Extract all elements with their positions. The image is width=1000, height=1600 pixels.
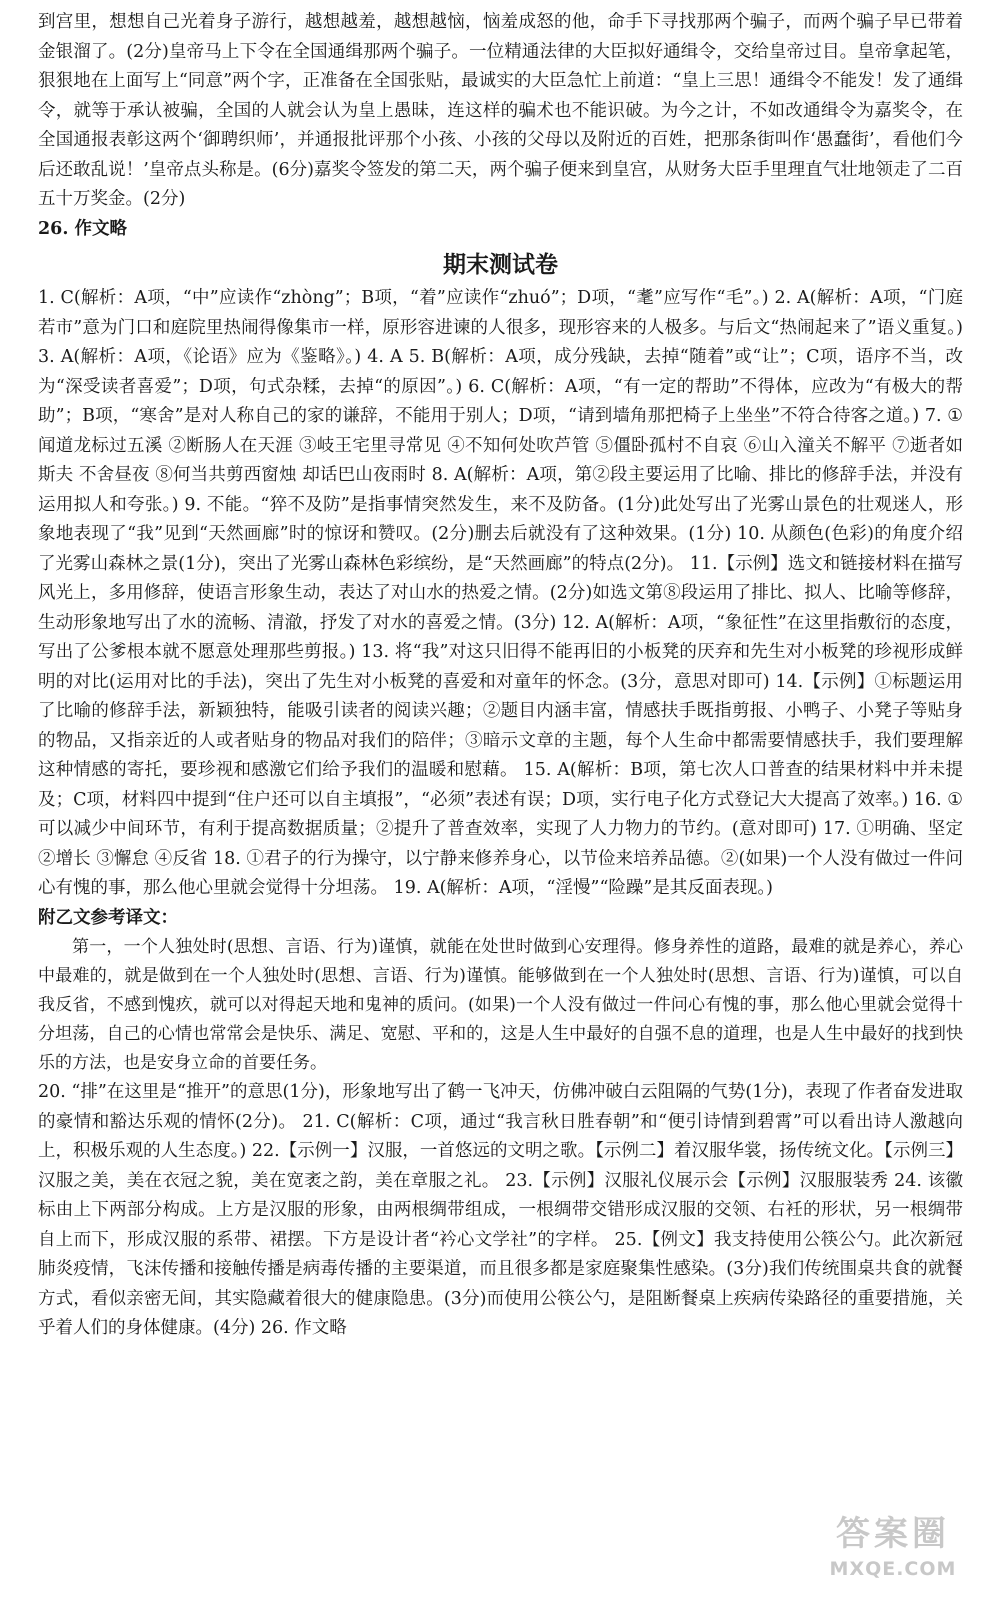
- answers-20-26: 20. “排”在这里是“推开”的意思(1分)，形象地写出了鹤一飞冲天，仿佛冲破白云阻隔的气势(1分)，表现了作者奋发进取的豪情和豁达乐观的情怀(2分)。 21. C(解析：C项，通过“我言秋日胜春朝”和“便引诗情到碧霄”可以看出诗人激越向上，积极乐观的人生态度。) 22.【示例一】汉服，一首悠远的文明之歌。【示例二】着汉服华裳，扬传统文化。【示例三】汉服之美，美在衣冠之貌，美在宽袤之韵，美在章服之礼。 23.【示例】汉服礼仪展示会【示例】汉服服装秀 24. 该徽标由上下两部分构成。上方是汉服的形象，由两根绸带组成，一根绸带交错形成汉服的交领、右衽的形状，另一根绸带自上而下，形成汉服的系带、裙摆。下方是设计者“衿心文学社”的字样。 25.【例文】我支持使用公筷公勺。此次新冠肺炎疫情，飞沫传播和接触传播是病毒传播的主要渠道，而且很多都是家庭聚集性感染。(3分)我们传统围桌共食的就餐方式，看似亲密无间，其实隐藏着很大的健康隐患。(3分)而使用公筷公勺，是阻断餐桌上疾病传染路径的重要措施，关乎着人们的身体健康。(4分) 26. 作文略: [38, 1082, 963, 1338]
- watermark-site: MXQE.COM: [829, 1558, 957, 1580]
- watermark-logo: 答案圈: [836, 1514, 950, 1554]
- translation-section: [38, 933, 963, 1078]
- previous-answer-text: 到宫里，想想自己光着身子游行，越想越羞，越想越恼，恼羞成怒的他，命手下寻找那两个骗子，而两个骗子早已带着金银溜了。(2分)皇帝马上下令在全国通缉那两个骗子。一位精通法律的大臣拟好通缉令，交给皇帝过目。皇帝拿起笔，狠狠地在上面写上“同意”两个字，正准备在全国张贴，最诚实的大臣急忙上前道：“皇上三思！通缉令不能发！发了通缉令，就等于承认被骗，全国的人就会认为皇上愚昧，连这样的骗术也不能识破。为今之计，不如改通缉令为嘉奖令，在全国通报表彰这两个‘御聘织师’，并通报批评那个小孩、小孩的父母以及附近的百姓，把那条街叫作‘愚蠢街’，看他们今后还敢乱说！’皇帝点头称是。(6分)嘉奖令签发的第二天，两个骗子便来到皇宫，从财务大臣手里理直气壮地领走了二百五十万奖金。(2分): [38, 12, 963, 209]
- site-watermark: [808, 1512, 978, 1590]
- exam-title: 期末测试卷: [443, 252, 558, 278]
- translation-heading: 附乙文参考译文：: [38, 907, 178, 928]
- translation-body: 第一，一个人独处时(思想、言语、行为)谨慎，就能在处世时做到心安理得。修身养性的道路，最难的就是养心，养心中最难的，就是做到在一个人独处时(思想、言语、行为)谨慎。能够做到在一个人独处时(思想、言语、行为)谨慎，可以自我反省，不感到愧疚，就可以对得起天地和鬼神的质问。(如果)一个人没有做过一件问心有愧的事，那么他心里就会觉得十分坦荡，自己的心情也常常会是快乐、满足、宽慰、平和的，这是人生中最好的自强不息的道理，也是人生中最好的找到快乐的方法，也是安身立命的首要任务。: [38, 937, 963, 1073]
- answer-26-previous: 26. 作文略: [38, 218, 128, 239]
- answers-1-19: 1. C(解析：A项，“中”应读作“zhòng”；B项，“着”应读作“zhuó”；D项，“耄”应写作“毛”。) 2. A(解析：A项，“门庭若市”意为门口和庭院里热闹得像集市一样，原形容进谏的人很多，现形容来的人极多。与后文“热闹起来了”语义重复。) 3. A(解析：A项，《论语》应为《鉴略》。) 4. A 5. B(解析：A项，成分残缺，去掉“随着”或“让”；C项，语序不当，改为“深受读者喜爱”；D项，句式杂糅，去掉“的原因”。) 6. C(解析：A项，“有一定的帮助”不得体，应改为“有极大的帮助”；B项，“寒舍”是对人称自己的家的谦辞，不能用于别人；D项，“请到墙角那把椅子上坐坐”不符合待客之道。) 7. ①闻道龙标过五溪 ②断肠人在天涯 ③岐王宅里寻常见 ④不知何处吹芦管 ⑤僵卧孤村不自哀 ⑥山入潼关不解平 ⑦逝者如斯夫 不舍昼夜 ⑧何当共剪西窗烛 却话巴山夜雨时 8. A(解析：A项，第②段主要运用了比喻、排比的修辞手法，并没有运用拟人和夸张。) 9. 不能。“猝不及防”是指事情突然发生，来不及防备。(1分)此处写出了光雾山景色的壮观迷人，形象地表现了“我”见到“天然画廊”时的惊讶和赞叹。(2分)删去后就没有了这种效果。(1分) 10. 从颜色(色彩)的角度介绍了光雾山森林之景(1分)，突出了光雾山森林色彩缤纷，是“天然画廊”的特点(2分)。 11.【示例】选文和链接材料在描写风光上，多用修辞，使语言形象生动，表达了对山水的热爱之情。(2分)如选文第⑧段运用了排比、拟人、比喻等修辞，生动形象地写出了水的流畅、清澈，抒发了对水的喜爱之情。(3分) 12. A(解析：A项，“象征性”在这里指敷衍的态度，写出了公爹根本就不愿意处理那些剪报。) 13. 将“我”对这只旧得不能再旧的小板凳的厌弃和先生对小板凳的珍视形成鲜明的对比(运用对比的手法)，突出了先生对小板凳的喜爱和对童年的怀念。(3分，意思对即可) 14.【示例】①标题运用了比喻的修辞手法，新颖独特，能吸引读者的阅读兴趣；②题目内涵丰富，情感扶手既指剪报、小鸭子、小凳子等贴身的物品，又指亲近的人或者贴身的物品对我们的陪伴；③暗示文章的主题，每个人生命中都需要情感扶手，我们要理解这种情感的寄托，要珍视和感激它们给予我们的温暖和慰藉。 15. A(解析：B项，第七次人口普查的结果材料中并未提及；C项，材料四中提到“住户还可以自主填报”，“必须”表述有误；D项，实行电子化方式登记大大提高了效率。) 16. ①可以减少中间环节，有利于提高数据质量；②提升了普查效率，实现了人力物力的节约。(意对即可) 17. ①明确、坚定 ②增长 ③懈怠 ④反省 18. ①君子的行为操守，以宁静来修养身心，以节俭来培养品德。②(如果)一个人没有做过一件问心有愧的事，那么他心里就会觉得十分坦荡。 19. A(解析：A项，“淫慢”“险躁”是其反面表现。): [38, 288, 963, 898]
- document-page: [38, 8, 963, 1344]
